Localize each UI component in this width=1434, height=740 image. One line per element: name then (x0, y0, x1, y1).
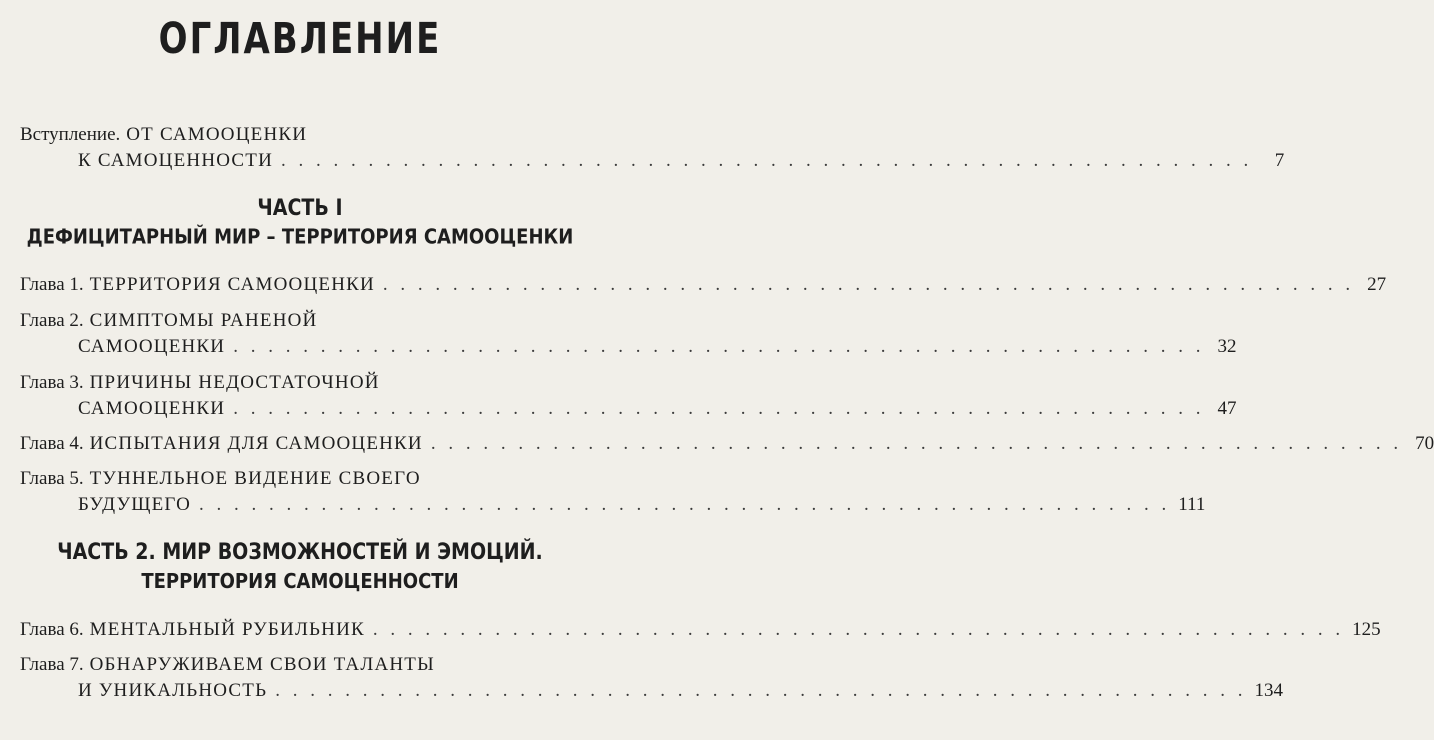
toc-entry-chapter-5[interactable] (20, 466, 1206, 518)
toc-entry-chapter-6[interactable] (20, 617, 1381, 643)
entry-title-cont: БУДУЩЕГО (78, 494, 192, 515)
entry-prefix: Глава 5. (20, 468, 84, 489)
dot-leader: . . . . . . . . . . . . . . . . . . . . . . . . . . . . . . . . . . . . . . . . . . . . . . . . . . . . . . . . (233, 336, 1205, 357)
entry-prefix: Вступление. (20, 124, 121, 145)
dot-leader: . . . . . . . . . . . . . . . . . . . . . . . . . . . . . . . . . . . . . . . . . . . . . . . . . . . . . . . . (382, 274, 1355, 295)
entry-prefix: Глава 1. (20, 274, 84, 295)
toc-entry-chapter-2[interactable] (20, 308, 1237, 360)
entry-title-cont: САМООЦЕНКИ (78, 336, 226, 357)
entry-title-cont: САМООЦЕНКИ (78, 398, 226, 419)
entry-title: ПРИЧИНЫ НЕДОСТАТОЧНОЙ (89, 372, 380, 393)
dot-leader: . . . . . . . . . . . . . . . . . . . . . . . . . . . . . . . . . . . . . . . . . . . . . . . . . . . . . . . . (372, 619, 1345, 640)
entry-prefix: Глава 7. (20, 654, 84, 675)
page-number: 47 (1217, 398, 1237, 419)
page-number: 125 (1352, 619, 1381, 640)
entry-title: ОБНАРУЖИВАЕМ СВОИ ТАЛАНТЫ (89, 654, 435, 675)
page-title: ОГЛАВЛЕНИЕ (158, 14, 442, 64)
page-number: 32 (1217, 336, 1237, 357)
dot-leader: . . . . . . . . . . . . . . . . . . . . . . . . . . . . . . . . . . . . . . . . . . . . . . . . . . . . . . . . (233, 398, 1205, 419)
dot-leader: . . . . . . . . . . . . . . . . . . . . . . . . . . . . . . . . . . . . . . . . . . . . . . . . . . . . . . . . (430, 433, 1403, 454)
entry-title: ОТ САМООЦЕНКИ (126, 124, 308, 145)
entry-title: МЕНТАЛЬНЫЙ РУБИЛЬНИК (89, 619, 365, 640)
entry-title: СИМПТОМЫ РАНЕНОЙ (89, 310, 318, 331)
entry-prefix: Глава 2. (20, 310, 84, 331)
entry-title: ИСПЫТАНИЯ ДЛЯ САМООЦЕНКИ (89, 433, 423, 454)
page-number: 134 (1254, 680, 1283, 701)
toc-entry-chapter-7[interactable] (20, 652, 1283, 704)
entry-title-cont: И УНИКАЛЬНОСТЬ (78, 680, 268, 701)
part-label: ЧАСТЬ I (257, 195, 343, 221)
entry-title: ТУННЕЛЬНОЕ ВИДЕНИЕ СВОЕГО (89, 468, 421, 489)
entry-title-cont: К САМОЦЕННОСТИ (78, 150, 274, 171)
toc-entry-chapter-4[interactable] (20, 431, 1434, 457)
toc-entry-chapter-1[interactable] (20, 272, 1387, 298)
entry-prefix: Глава 3. (20, 372, 84, 393)
entry-prefix: Глава 4. (20, 433, 84, 454)
dot-leader: . . . . . . . . . . . . . . . . . . . . . . . . . . . . . . . . . . . . . . . . . . . . . . . . . . . . . . . . (281, 150, 1253, 171)
entry-prefix: Глава 6. (20, 619, 84, 640)
part-heading-1 (0, 196, 600, 250)
page-number: 111 (1178, 494, 1206, 515)
part-heading-2 (0, 540, 600, 594)
dot-leader: . . . . . . . . . . . . . . . . . . . . . . . . . . . . . . . . . . . . . . . . . . . . . . . . . . . . . . . . (199, 494, 1171, 515)
toc-entry-intro[interactable] (20, 122, 1285, 174)
part-title: ДЕФИЦИТАРНЫЙ МИР – ТЕРРИТОРИЯ САМООЦЕНКИ (26, 225, 574, 250)
page-number: 7 (1274, 150, 1285, 171)
toc-entry-chapter-3[interactable] (20, 370, 1237, 422)
page-number: 70 (1415, 433, 1434, 454)
part-title-cont: ТЕРРИТОРИЯ САМОЦЕННОСТИ (141, 569, 459, 594)
dot-leader: . . . . . . . . . . . . . . . . . . . . . . . . . . . . . . . . . . . . . . . . . . . . . . . . . . . . . . . . (275, 680, 1247, 701)
entry-title: ТЕРРИТОРИЯ САМООЦЕНКИ (89, 274, 375, 295)
part-title: ЧАСТЬ 2. МИР ВОЗМОЖНОСТЕЙ И ЭМОЦИЙ. (57, 539, 543, 565)
page-number: 27 (1367, 274, 1387, 295)
